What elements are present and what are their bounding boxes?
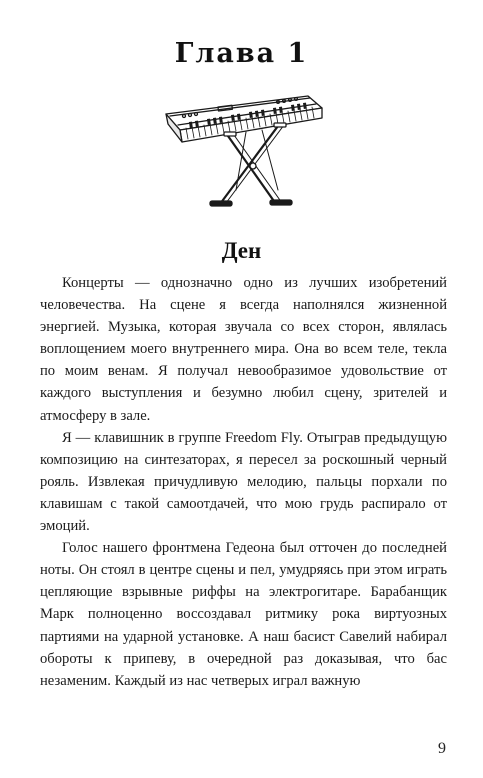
paragraph: Я — клавишник в группе Freedom Fly. Отыграв предыдущую композицию на синтезаторах, я пересел за роскошный черный рояль. Извлекая причудливую мелодию, пальцы порхали по клавишам с такой самоотдачей, что мою грудь распирало от эмоций. — [40, 429, 447, 535]
paragraph: Голос нашего фронтмена Гедеона был отточен до последней ноты. Он стоял в центре сцены и пел, умудряясь при этом играть цепляющие взрывные риффы на электрогитаре. Барабанщик Марк полноценно воссоздавал ритмику рока виртуозных партиями на ударной установке. А наш басист Савелий набирал обороты к припеву, в очередной раз доказывая, что бас незаменим. Каждый из нас четверых играл важную — [40, 540, 447, 689]
synthesizer-on-stand-icon — [158, 92, 328, 212]
body-text — [40, 272, 447, 692]
section-title: Ден — [221, 238, 262, 263]
chapter-heading: Глава 1 — [174, 38, 309, 69]
page-number: 9 — [438, 740, 446, 757]
paragraph: Концерты — однозначно одно из лучших изобретений человечества. На сцене я всегда наполнялся жизненной энергией. Музыка, которая звучала со всех сторон, являлась воплощением моего внутреннего мира. Она во всем теле, текла по моим венам. Я получал невообразимое удовольствие от каждого выступления и безумно любил сцену, зрителей и атмосферу в зале. — [40, 275, 447, 424]
